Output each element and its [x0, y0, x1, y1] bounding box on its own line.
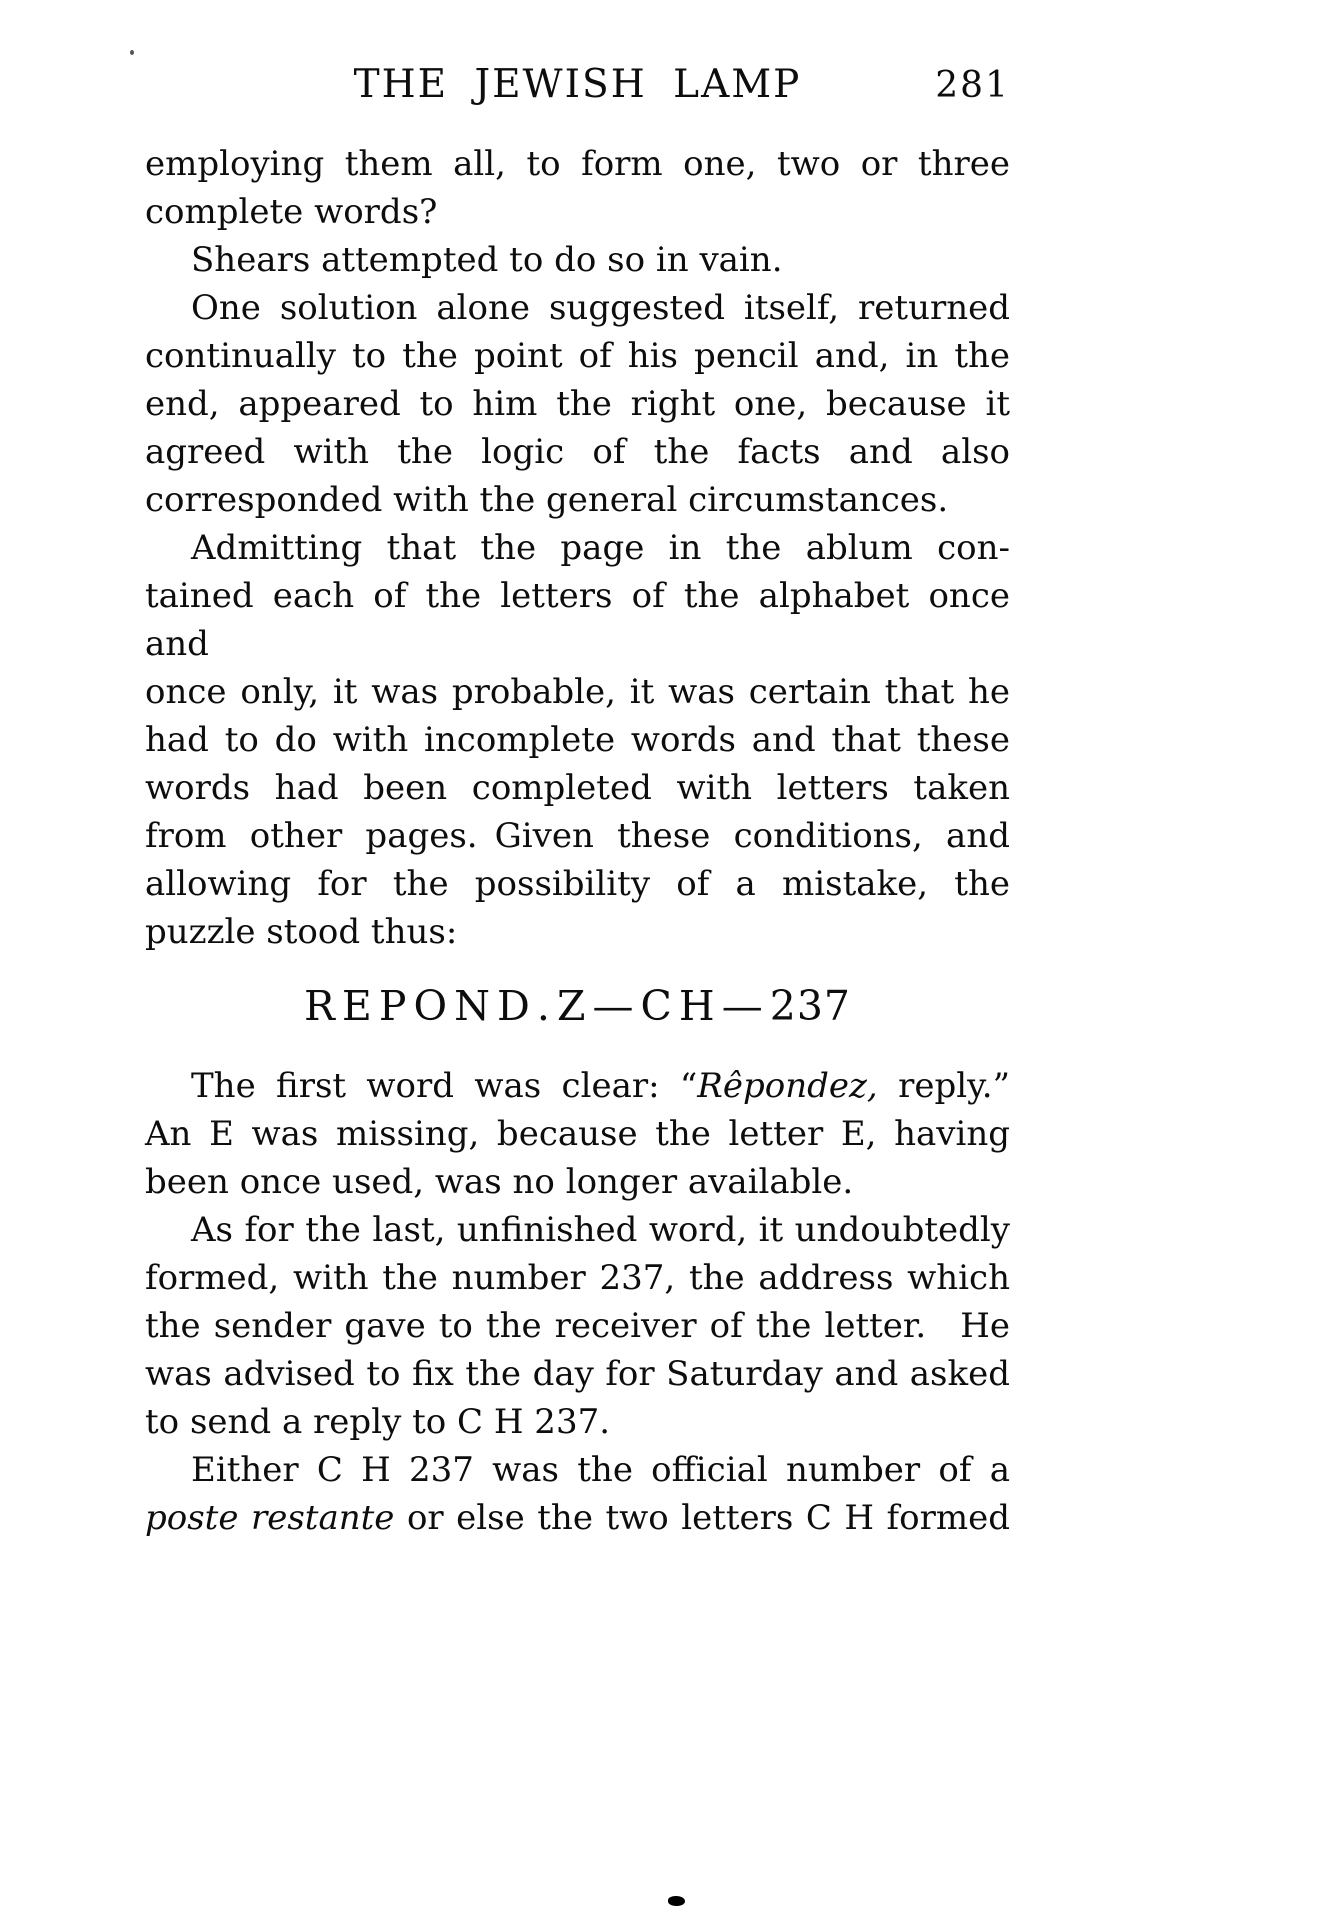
- text-line: [145, 1398, 1010, 1446]
- text-line: [145, 140, 1010, 188]
- text-line: [145, 188, 1010, 236]
- text-segment: agreed with the logic of the facts and also: [145, 432, 1010, 472]
- text-segment: the sender gave to the receiver of the letter. He: [145, 1306, 1010, 1346]
- text-line: [145, 668, 1010, 716]
- text-segment: An E was missing, because the letter E, having: [145, 1114, 1010, 1154]
- text-line: [145, 332, 1010, 380]
- text-segment: allowing for the possibility of a mistake, the: [145, 864, 1010, 904]
- text-line: [145, 1206, 1010, 1254]
- text-segment: from other pages. Given these conditions, and: [145, 816, 1010, 856]
- body-text: [145, 140, 1010, 1542]
- text-segment: The first word was clear: “: [191, 1066, 698, 1106]
- text-segment: was advised to fix the day for Saturday and asked: [145, 1354, 1010, 1394]
- text-segment: complete words?: [145, 192, 438, 232]
- text-segment: puzzle stood thus:: [145, 912, 458, 952]
- text-segment: Either C H 237 was the official number of a: [191, 1450, 1010, 1490]
- text-segment: to send a reply to C H 237.: [145, 1402, 611, 1442]
- text-segment: once only, it was probable, it was certain that he: [145, 672, 1010, 712]
- text-line: [145, 572, 1010, 668]
- text-segment: One solution alone suggested itself, returned: [191, 288, 1010, 328]
- text-line: [145, 428, 1010, 476]
- text-line: [145, 812, 1010, 860]
- text-segment: words had been completed with letters taken: [145, 768, 1010, 808]
- text-segment: R E P O N D . Z — C H — 237: [303, 982, 852, 1030]
- text-segment: continually to the point of his pencil and, in the: [145, 336, 1010, 376]
- page-title: THE JEWISH LAMP: [353, 62, 802, 107]
- text-segment: been once used, was no longer available.: [145, 1162, 854, 1202]
- text-line: [145, 1446, 1010, 1494]
- text-line: [145, 908, 1010, 956]
- page-number: 281: [935, 65, 1010, 106]
- text-segment: Admitting that the page in the ablum con-: [191, 528, 1010, 568]
- text-line: [145, 380, 1010, 428]
- text-line: [145, 860, 1010, 908]
- text-segment: had to do with incomplete words and that these: [145, 720, 1010, 760]
- printers-mark-dot: [668, 1896, 685, 1906]
- text-line: [145, 284, 1010, 332]
- text-line: [145, 1302, 1010, 1350]
- text-line: [145, 524, 1010, 572]
- italic-text-segment: Rêpondez,: [697, 1066, 878, 1106]
- text-segment: As for the last, unfinished word, it undoubtedly: [191, 1210, 1010, 1250]
- text-line: [145, 764, 1010, 812]
- text-line: [145, 716, 1010, 764]
- text-line: [145, 1110, 1010, 1158]
- ink-speck: [130, 50, 134, 55]
- text-segment: reply.”: [877, 1066, 1010, 1106]
- text-line: [145, 1350, 1010, 1398]
- text-line: [145, 476, 1010, 524]
- text-segment: tained each of the letters of the alphabet once and: [145, 576, 1010, 664]
- italic-text-segment: poste restante: [145, 1498, 395, 1538]
- text-line: [145, 1158, 1010, 1206]
- text-segment: end, appeared to him the right one, because it: [145, 384, 1010, 424]
- puzzle-line: [145, 982, 1010, 1030]
- text-line: [145, 1494, 1010, 1542]
- text-segment: employing them all, to form one, two or three: [145, 144, 1010, 184]
- running-head: [145, 62, 1010, 112]
- text-segment: formed, with the number 237, the address which: [145, 1258, 1010, 1298]
- text-line: [145, 1254, 1010, 1302]
- text-segment: corresponded with the general circumstances.: [145, 480, 949, 520]
- text-line: [145, 1062, 1010, 1110]
- text-segment: or else the two letters C H formed: [394, 1498, 1010, 1538]
- text-segment: Shears attempted to do so in vain.: [191, 240, 783, 280]
- text-line: [145, 236, 1010, 284]
